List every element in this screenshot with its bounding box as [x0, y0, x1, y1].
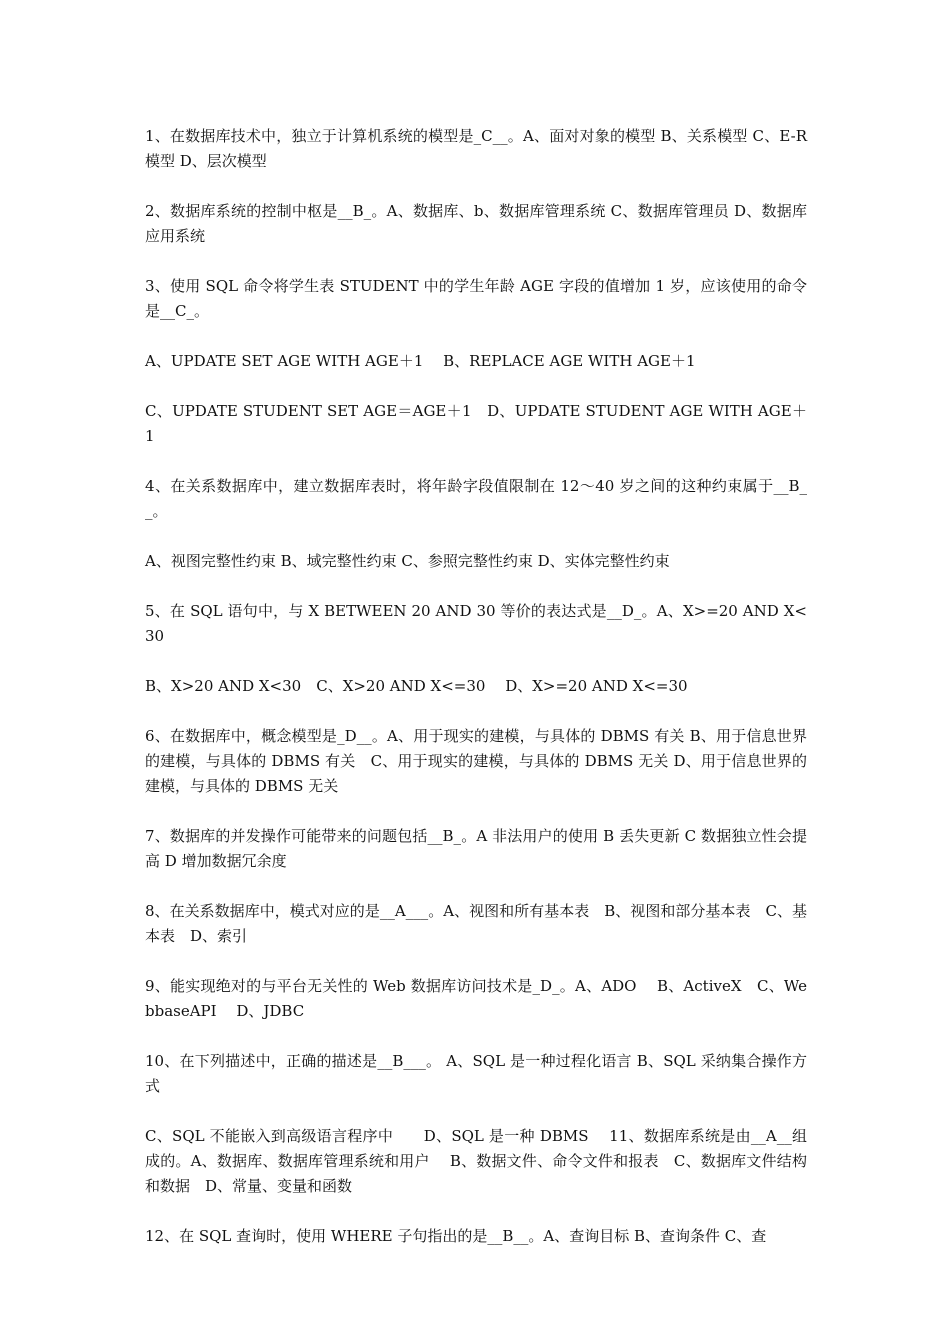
question-6: 6、在数据库中，概念模型是_D__。A、用于现实的建模，与具体的 DBMS 有关 B、用于信息世界的建模，与具体的 DBMS 有关 C、用于现实的建模，与具体的 DBMS 无关 D、用于信息世界的建模，与具体的 DBMS 无关 — [145, 727, 807, 795]
question-2: 2、数据库系统的控制中枢是__B_。A、数据库、b、数据库管理系统 C、数据库管理员 D、数据库应用系统 — [145, 202, 807, 245]
question-4: 4、在关系数据库中，建立数据库表时，将年龄字段值限制在 12～40 岁之间的这种约束属于__B__。 — [145, 477, 807, 520]
question-3-options-ab: A、UPDATE SET AGE WITH AGE＋1 B、REPLACE AGE WITH AGE＋1 — [145, 352, 696, 370]
document-body — [145, 124, 807, 1274]
question-9: 9、能实现绝对的与平台无关性的 Web 数据库访问技术是_D_。A、ADO B、ActiveX C、WebbaseAPI D、JDBC — [145, 977, 807, 1020]
question-3-options-cd: C、UPDATE STUDENT SET AGE＝AGE＋1 D、UPDATE STUDENT AGE WITH AGE＋1 — [145, 402, 807, 445]
question-3: 3、使用 SQL 命令将学生表 STUDENT 中的学生年龄 AGE 字段的值增加 1 岁，应该使用的命令是__C_。 — [145, 277, 807, 320]
question-5-options: B、X>20 AND X<30 C、X>20 AND X<=30 D、X>=20 AND X<=30 — [145, 677, 688, 695]
question-12: 12、在 SQL 查询时，使用 WHERE 子句指出的是__B__。A、查询目标 B、查询条件 C、查 — [145, 1227, 767, 1245]
question-5: 5、在 SQL 语句中，与 X BETWEEN 20 AND 30 等价的表达式是__D_。A、X>=20 AND X<30 — [145, 602, 807, 645]
question-8: 8、在关系数据库中，模式对应的是__A___。A、视图和所有基本表 B、视图和部分基本表 C、基本表 D、索引 — [145, 902, 807, 945]
question-10: 10、在下列描述中，正确的描述是__B___。 A、SQL 是一种过程化语言 B、SQL 采纳集合操作方式 — [145, 1052, 807, 1095]
question-10-11: C、SQL 不能嵌入到高级语言程序中 D、SQL 是一种 DBMS 11、数据库系统是由__A__组成的。A、数据库、数据库管理系统和用户 B、数据文件、命令文件和报表 C、数据库文件结构和数据 D、常量、变量和函数 — [145, 1127, 807, 1195]
question-7: 7、数据库的并发操作可能带来的问题包括__B_。A 非法用户的使用 B 丢失更新 C 数据独立性会提高 D 增加数据冗余度 — [145, 827, 807, 870]
question-4-options: A、视图完整性约束 B、域完整性约束 C、参照完整性约束 D、实体完整性约束 — [145, 552, 670, 570]
question-1: 1、在数据库技术中，独立于计算机系统的模型是_C__。A、面对对象的模型 B、关系模型 C、E-R 模型 D、层次模型 — [145, 127, 807, 170]
